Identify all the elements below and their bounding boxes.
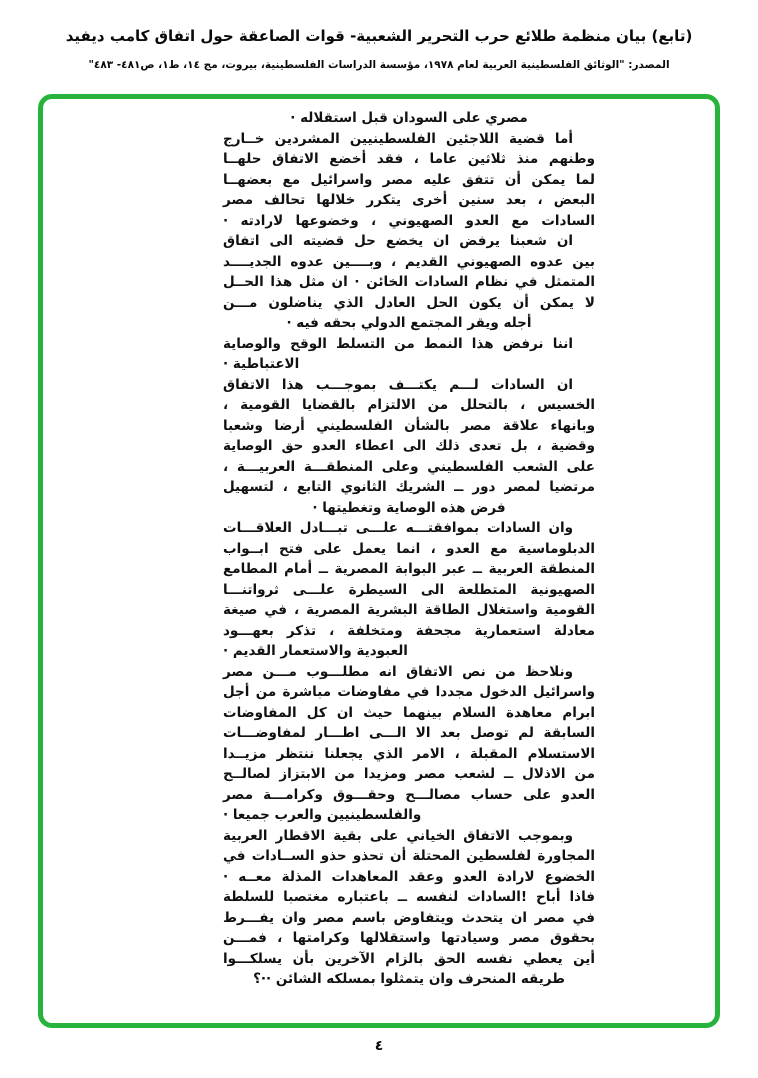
text-line: فاذا أباح !السادات لنفسه ــ باعتباره مغتصبا للسلطة — [223, 889, 595, 905]
text-line: البعض ، بعد سنين أخرى يتكرر خلالها تحالف مصر — [223, 192, 595, 208]
text-line: في مصر ان يتحدث ويتفاوض باسم مصر وان يفـــرط — [223, 909, 595, 926]
text-line: ابرام معاهدة السلام بينهما حيث ان كل المفاوضات — [223, 704, 595, 721]
text-line: العدو على حساب مصالـــح وحقـــوق وكرامـــة مصر — [223, 786, 595, 803]
text-line: ونلاحظ من نص الاتفاق انه مطلـــوب مـــن مصر — [223, 663, 573, 680]
text-line: لا يمكن أن يكون الحل العادل الذي يناضلون مـــن — [223, 294, 595, 311]
text-line: بحقوق مصر وسيادتها واستقلالها وكرامتها ، فمـــن — [223, 930, 595, 946]
text-line: فرض هذه الوصاية وتغطيتها · — [312, 499, 506, 516]
text-line: من الاذلال ــ لشعب مصر ومزيدا من الابتزاز لصالــح — [223, 766, 595, 782]
text-line: مرتضيا لمصر دور ــ الشريك الثانوي التابع ، لتسهيل — [223, 479, 595, 495]
text-line: لما يمكن أن تتفق عليه مصر واسرائيل مع بعضهــا — [223, 171, 595, 188]
text-line: مصري على السودان قبل استقلاله · — [290, 110, 528, 126]
document-title: (تابع) بيان منظمة طلائع حرب التحرير الشعبية- قوات الصاعقة حول اتفاق كامب ديفيد — [65, 27, 693, 45]
text-line: على الشعب الفلسطيني وعلى المنطقـــة العربيـــة ، — [223, 458, 595, 475]
text-line: المنطقة العربية ــ عبر البوابة المصرية ــ أمام المطامع — [223, 561, 595, 577]
text-line: الخضوع لارادة العدو وعقد المعاهدات المذلة معــه · — [223, 868, 595, 885]
text-line: الاعتباطية · — [223, 356, 300, 372]
page-number: ٤ — [374, 1038, 384, 1054]
text-line: وبانهاء علاقة مصر بالشأن الفلسطيني أرضا وشعبا — [223, 417, 595, 434]
text-line: الاستسلام المقبلة ، الامر الذي يجعلنا ننتظر مزيــدا — [223, 745, 595, 762]
text-line: اننا نرفض هذا النمط من التسلط الوقح والوصاية — [223, 335, 573, 352]
text-line: أما قضية اللاجئين الفلسطينيين المشردين خــارج — [223, 130, 573, 147]
text-line: ان شعبنا يرفض ان يخضع حل قضيته الى اتفاق — [223, 233, 573, 249]
text-line: واسرائيل الدخول مجددا في مفاوضات مباشرة من أجل — [223, 684, 595, 700]
text-line: وبموجب الاتفاق الخياني على بقية الاقطار العربية — [223, 827, 573, 844]
text-line: العبودية والاستعمار القديم · — [223, 643, 408, 659]
text-line: المجاورة لفلسطين المحتلة أن تحذو حذو الســادات في — [223, 848, 595, 864]
text-line: معادلة استعمارية مجحفة ومتخلفة ، تذكر بعهـــود — [223, 622, 595, 639]
text-line: طريقه المنحرف وان يتمثلوا بمسلكه الشائن ··؟ — [253, 971, 565, 987]
text-line: وان السادات بموافقتـــه علـــى تبـــادل العلاقـــات — [223, 520, 573, 536]
text-line: وقضية ، بل تعدى ذلك الى اعطاء العدو حق الوصاية — [223, 438, 595, 454]
text-line: السابقة لم توصل بعد الا الـــى اطـــار لمفاوضـــات — [223, 725, 595, 741]
text-line: أجله ويقر المجتمع الدولي بحقه فيه · — [286, 315, 532, 331]
text-line: الدبلوماسية مع العدو ، انما يعمل على فتح ابــواب — [223, 540, 595, 557]
document-source-citation: المصدر: "الوثائق الفلسطينية العربية لعام ١٩٧٨، مؤسسة الدراسات الفلسطينية، بيروت، مج ١٤، ط١، ص٤٨١- ٤٨٣" — [88, 59, 670, 71]
text-line: القومية واستغلال الطاقة البشرية المصرية ، في صيغة — [223, 602, 595, 618]
text-line: وطنهم منذ ثلاثين عاما ، فقد أخضع الاتفاق حلهــا — [223, 151, 595, 167]
text-line: السادات مع العدو الصهيوني ، وخضوعها لارادته · — [223, 212, 595, 229]
text-line: المتمثل في نظام السادات الخائن · ان مثل هذا الحــل — [223, 274, 595, 290]
text-line: ان السادات لـــم يكتـــف بموجـــب هذا الاتفاق — [223, 376, 573, 393]
text-line: والفلسطينيين والعرب جميعا · — [223, 807, 422, 823]
text-line: بين عدوه الصهيوني القديم ، وبــــين عدوه الجديــــد — [223, 253, 595, 270]
body-text-column — [223, 108, 595, 990]
text-line: الصهيونية المتطلعة الى السيطرة علـــى ثرواتنـــا — [223, 581, 595, 598]
text-line: الخسيس ، بالتحلل من الالتزام بالقضايا القومية ، — [223, 397, 595, 413]
text-line: أين يعطي نفسه الحق بالزام الآخرين بأن يسلكـــوا — [223, 950, 595, 967]
